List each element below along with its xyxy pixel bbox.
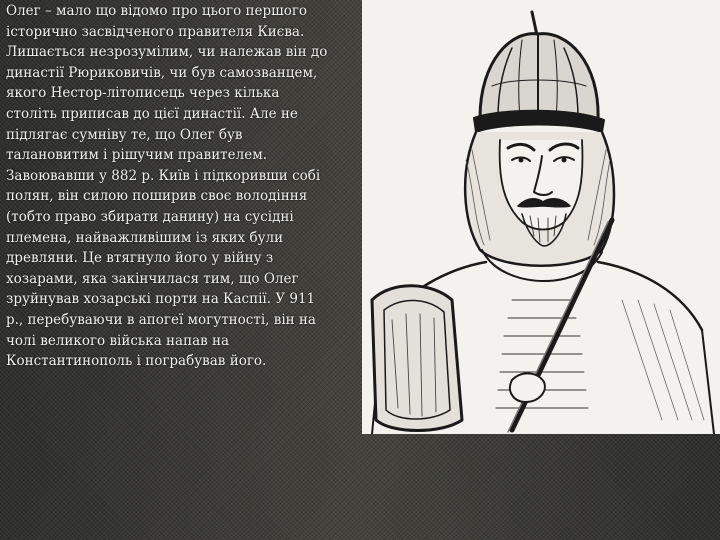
text-line: століть приписав до цієї династії. Але не <box>6 105 298 122</box>
text-line: талановитим і рішучим правителем. <box>6 147 268 164</box>
text-line: древляни. Це втягнуло його у війну з <box>6 250 274 267</box>
text-line: історично засвідченого правителя Києва. <box>6 23 305 40</box>
text-line: полян, він силою поширив своє володіння <box>6 188 308 205</box>
text-line: Константинополь і пограбував його. <box>6 353 267 370</box>
text-line: племена, найважливішим із яких були <box>6 229 284 246</box>
text-line: (тобто право збирати данину) на сусідні <box>6 208 294 225</box>
text-line: Лишається незрозумілим, чи належав він до <box>6 44 328 61</box>
text-line: Завоювавши у 882 р. Київ і підкоривши собі <box>6 167 321 184</box>
text-line: хозарами, яка закінчилася тим, що Олег <box>6 270 299 287</box>
warrior-portrait-image <box>362 0 720 434</box>
text-line: Олег – мало що відомо про цього першого <box>6 3 308 19</box>
text-line: підлягає сумніву те, що Олег був <box>6 126 243 143</box>
text-line: р., перебуваючи в апогеї могутності, він на <box>6 311 316 328</box>
text-line: якого Нестор-літописець через кілька <box>6 85 280 102</box>
warrior-portrait-icon <box>362 0 720 434</box>
text-line: зруйнував хозарські порти на Каспії. У 911 <box>6 291 316 308</box>
body-text <box>6 1 372 372</box>
text-line: династії Рюриковичів, чи був самозванцем, <box>6 64 318 81</box>
text-line: чолі великого війська напав на <box>6 332 230 349</box>
